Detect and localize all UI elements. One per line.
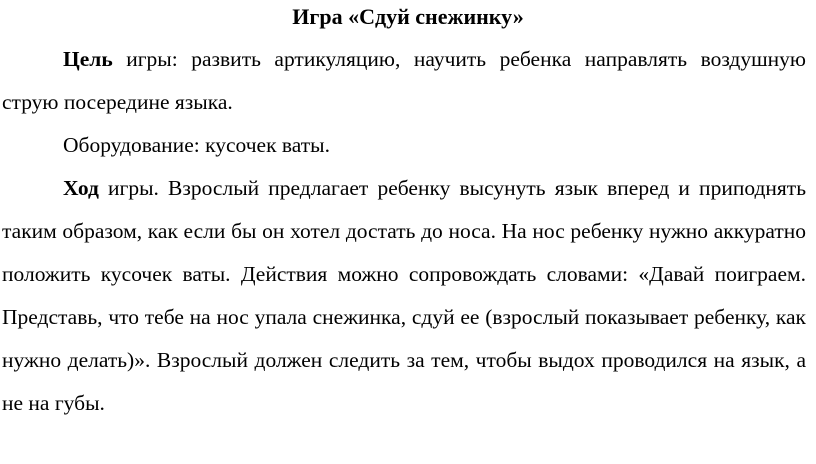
goal-paragraph (2, 38, 806, 124)
procedure-label: Ход (63, 176, 99, 200)
procedure-text: игры. Взрослый предлагает ребенку высунуть язык вперед и приподнять таким образом, как если бы он хотел достать до носа. На нос ребенку нужно аккуратно положить кусочек ваты. Действия можно сопровождать словами: «Давай поиграем. Представь, что тебе на нос упала снежинка, сдуй ее (взрослый показывает ребенку, как нужно делать)». Взрослый должен следить за тем, чтобы выдох проводился на язык, а не на губы. (2, 176, 806, 415)
procedure-paragraph (2, 167, 806, 425)
equipment-text: Оборудование: кусочек ваты. (63, 133, 330, 157)
goal-text: игры: развить артикуляцию, научить ребенка направлять воздушную струю посередине языка. (2, 47, 806, 114)
goal-label: Цель (63, 47, 113, 71)
document-title: Игра «Сдуй снежинку» (292, 4, 524, 29)
equipment-paragraph (2, 124, 806, 167)
